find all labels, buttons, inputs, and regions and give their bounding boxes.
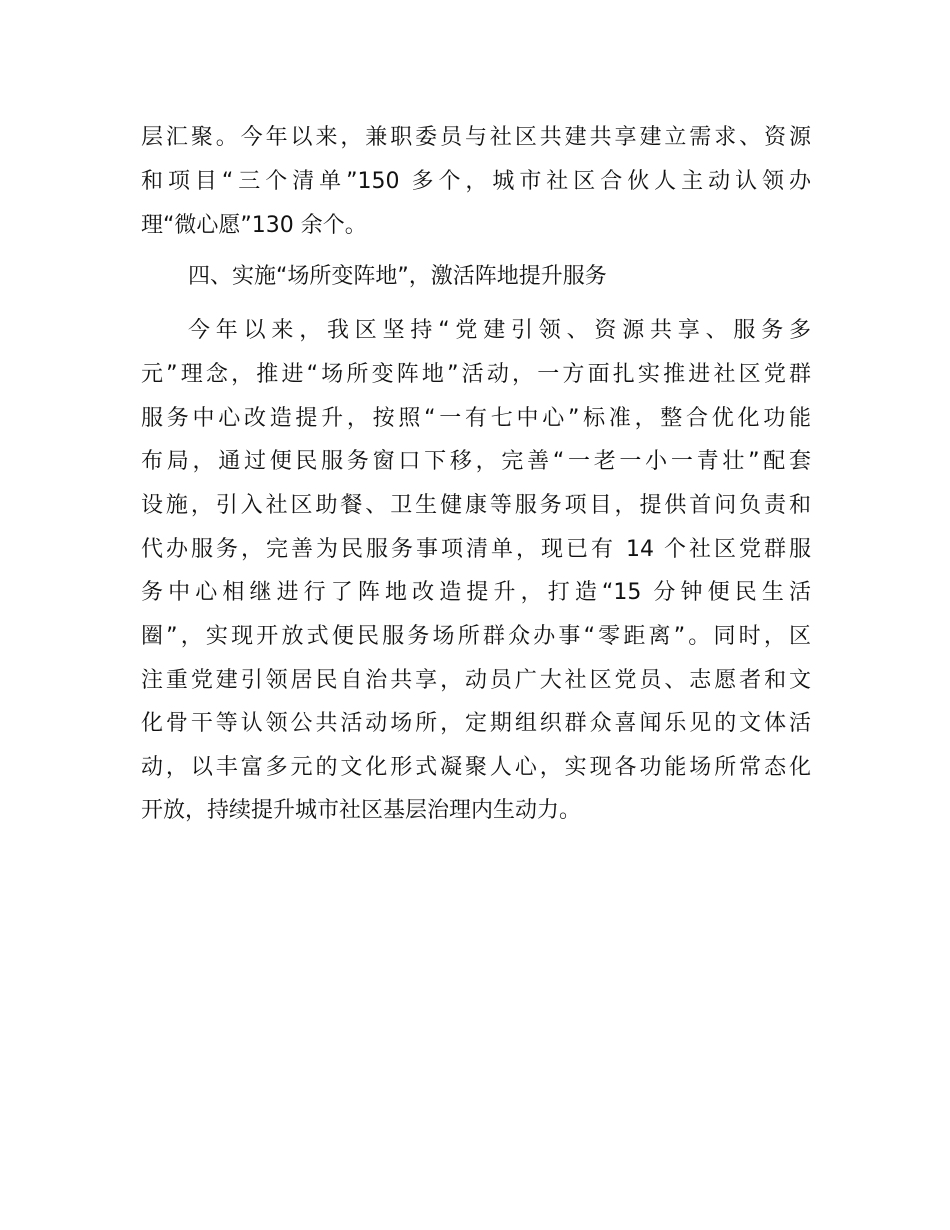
text-line: 层汇聚。今年以来，兼职委员与社区共建共享建立需求、资源 <box>141 125 811 150</box>
text-line: 化骨干等认领公共活动场所，定期组织群众喜闻乐见的文体活 <box>141 711 811 736</box>
text-line: 服务中心改造提升，按照“一有七中心”标准，整合优化功能 <box>141 406 811 431</box>
section-heading: 四、实施“场所变阵地”，激活阵地提升服务 <box>188 264 607 289</box>
text-line: 布局，通过便民服务窗口下移，完善“一老一小一青壮”配套 <box>141 449 811 474</box>
text-line: 动，以丰富多元的文化形式凝聚人心，实现各功能场所常态化 <box>141 755 811 780</box>
text-line: 圈”，实现开放式便民服务场所群众办事“零距离”。同时，区 <box>141 624 811 649</box>
text-line: 元”理念，推进“场所变阵地”活动，一方面扎实推进社区党群 <box>141 362 811 387</box>
text-line: 注重党建引领居民自治共享，动员广大社区党员、志愿者和文 <box>141 668 811 693</box>
text-line: 理“微心愿”130 余个。 <box>141 213 367 238</box>
text-line: 设施，引入社区助餐、卫生健康等服务项目，提供首问负责和 <box>141 493 811 518</box>
text-line: 今年以来，我区坚持“党建引领、资源共享、服务多 <box>188 318 811 343</box>
text-line: 务中心相继进行了阵地改造提升，打造“15 分钟便民生活 <box>141 580 811 605</box>
text-line: 开放，持续提升城市社区基层治理内生动力。 <box>141 798 582 823</box>
text-line: 和项目“三个清单”150 多个，城市社区合伙人主动认领办 <box>141 169 811 194</box>
text-line: 代办服务，完善为民服务事项清单，现已有 14 个社区党群服 <box>141 537 811 562</box>
